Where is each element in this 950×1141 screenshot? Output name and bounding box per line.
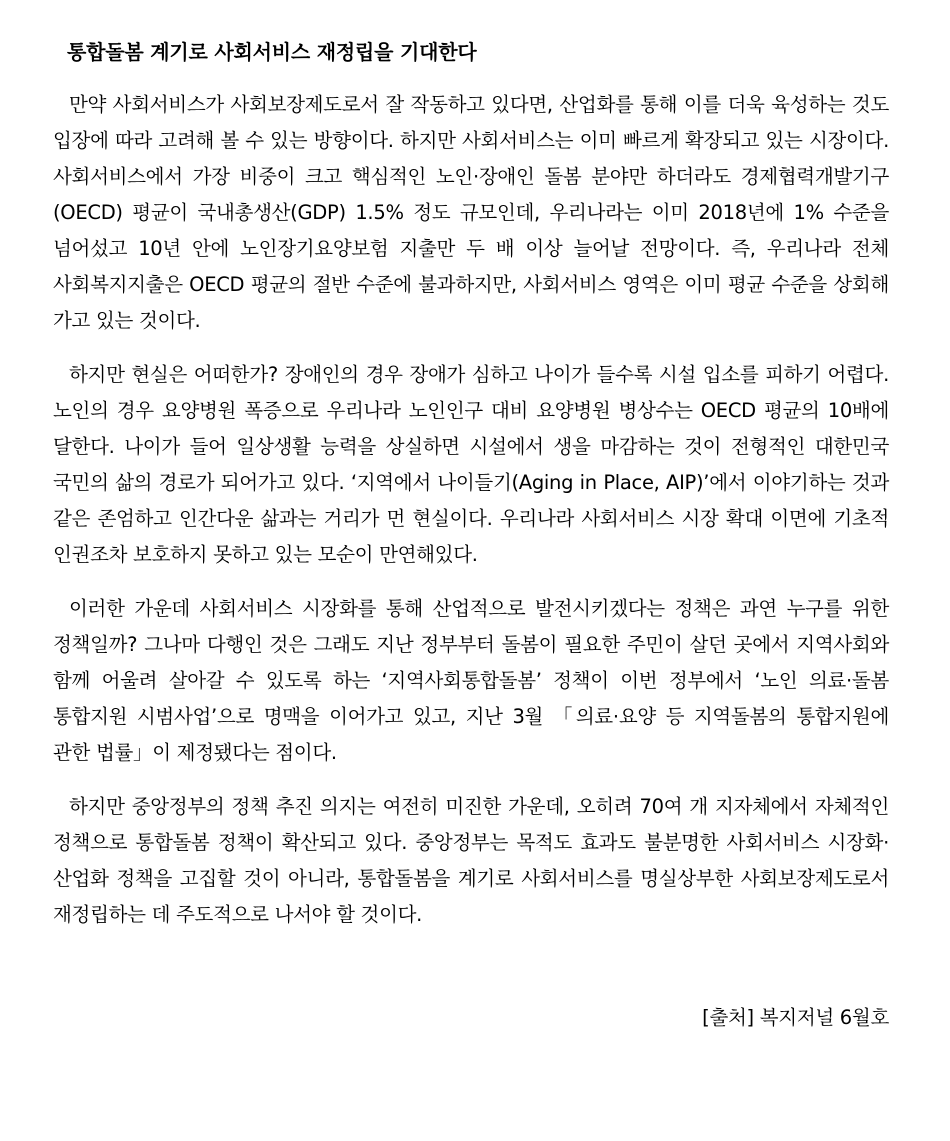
source-citation: [출처] 복지저널 6월호 — [702, 1006, 889, 1029]
paragraph-1: 만약 사회서비스가 사회보장제도로서 잘 작동하고 있다면, 산업화를 통해 이를 더욱 육성하는 것도 입장에 따라 고려해 볼 수 있는 방향이다. 하지만 사회서비스는 이미 빠르게 확장되고 있는 시장이다. 사회서비스에서 가장 비중이 크고 핵심적인 노인·장애인 돌봄 분야만 하더라도 경제협력개발기구(OECD) 평균이 국내총생산(GDP) 1.5% 정도 규모인데, 우리나라는 이미 2018년에 1% 수준을 넘어섰고 10년 안에 노인장기요양보험 지출만 두 배 이상 늘어날 전망이다. 즉, 우리나라 전체 사회복지지출은 OECD 평균의 절반 수준에 불과하지만, 사회서비스 영역은 이미 평균 수준을 상회해 가고 있는 것이다. — [53, 93, 889, 332]
paragraph-4: 하지만 중앙정부의 정책 추진 의지는 여전히 미진한 가운데, 오히려 70여 개 지자체에서 자체적인 정책으로 통합돌봄 정책이 확산되고 있다. 중앙정부는 목적도 효과도 불분명한 사회서비스 시장화·산업화 정책을 고집할 것이 아니라, 통합돌봄을 계기로 사회서비스를 명실상부한 사회보장제도로서 재정립하는 데 주도적으로 나서야 할 것이다. — [53, 795, 889, 926]
article-title: 통합돌봄 계기로 사회서비스 재정립을 기대한다 — [67, 40, 477, 64]
paragraph-2: 하지만 현실은 어떠한가? 장애인의 경우 장애가 심하고 나이가 들수록 시설 입소를 피하기 어렵다. 노인의 경우 요양병원 폭증으로 우리나라 노인인구 대비 요양병원 병상수는 OECD 평균의 10배에 달한다. 나이가 들어 일상생활 능력을 상실하면 시설에서 생을 마감하는 것이 전형적인 대한민국 국민의 삶의 경로가 되어가고 있다. ‘지역에서 나이들기(Aging in Place, AIP)’에서 이야기하는 것과 같은 존엄하고 인간다운 삶과는 거리가 먼 현실이다. 우리나라 사회서비스 시장 확대 이면에 기초적 인권조차 보호하지 못하고 있는 모순이 만연해있다. — [53, 363, 889, 566]
paragraph-3: 이러한 가운데 사회서비스 시장화를 통해 산업적으로 발전시키겠다는 정책은 과연 누구를 위한 정책일까? 그나마 다행인 것은 그래도 지난 정부부터 돌봄이 필요한 주민이 살던 곳에서 지역사회와 함께 어울려 살아갈 수 있도록 하는 ‘지역사회통합돌봄’ 정책이 이번 정부에서 ‘노인 의료·돌봄 통합지원 시범사업’으로 명맥을 이어가고 있고, 지난 3월 「의료·요양 등 지역돌봄의 통합지원에 관한 법률」이 제정됐다는 점이다. — [53, 597, 889, 764]
article — [53, 38, 889, 951]
